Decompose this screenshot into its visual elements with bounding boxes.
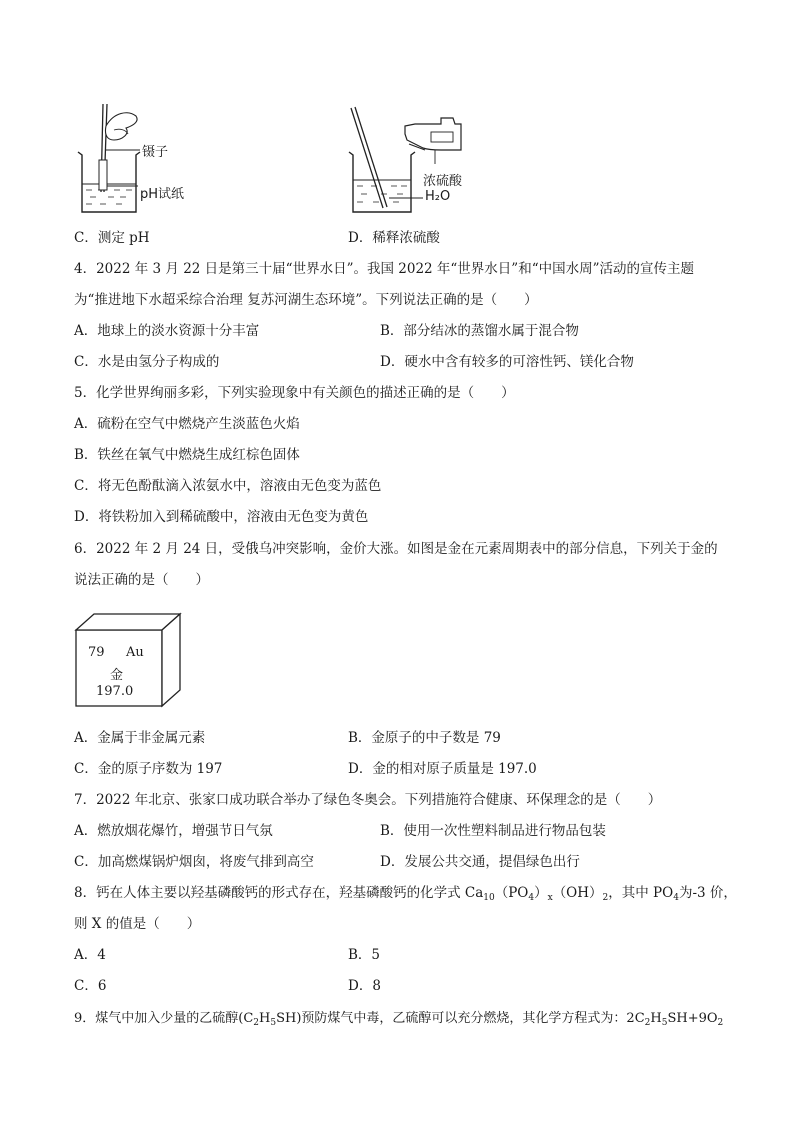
element-atomic-number: 79 — [88, 645, 105, 660]
q4-option-b: B．部分结冰的蒸馏水属于混合物 — [380, 323, 579, 339]
q8-stem-line1: 8．钙在人体主要以羟基磷酸钙的形式存在，羟基磷酸钙的化学式 $Ca_{10}(PO_4)_x(OH)_2$，其中 $PO_4$为-3 价， — [74, 885, 737, 903]
label-tweezers: 镊子 — [142, 145, 169, 160]
q3-option-c: C．测定 pH — [74, 230, 150, 246]
element-name: 金 — [110, 668, 124, 683]
q7-option-c: C．加高燃煤锅炉烟囱，将废气排到高空 — [74, 854, 314, 870]
q7-option-b: B．使用一次性塑料制品进行物品包装 — [380, 823, 606, 839]
figure-dilute-sulfuric-acid — [345, 104, 505, 218]
q6-option-c: C．金的原子序数为 197 — [74, 761, 223, 777]
q4-stem-line1: 4．2022 年 3 月 22 日是第三十届“世界水日”。我国 2022 年“世界水日”和“中国水周”活动的宣传主题 — [74, 261, 695, 277]
q5-option-c: C．将无色酚酞滴入浓氨水中，溶液由无色变为蓝色 — [74, 478, 382, 494]
q5-option-a: A．硫粉在空气中燃烧产生淡蓝色火焰 — [74, 416, 300, 432]
q8-option-c: C．6 — [74, 978, 107, 994]
q4-option-d: D．硬水中含有较多的可溶性钙、镁化合物 — [380, 354, 634, 370]
q5-option-b: B．铁丝在氧气中燃烧生成红棕色固体 — [74, 447, 300, 463]
q5-option-d: D．将铁粉加入到稀硫酸中，溶液由无色变为黄色 — [74, 509, 369, 525]
element-symbol: Au — [126, 645, 144, 660]
q6-option-b: B．金原子的中子数是 79 — [348, 730, 501, 746]
q7-option-d: D．发展公共交通，提倡绿色出行 — [380, 854, 580, 870]
label-water: H₂O — [425, 189, 451, 204]
figure-measure-ph — [70, 100, 210, 218]
q8-option-d: D．8 — [348, 978, 381, 994]
q8-option-a: A．4 — [74, 947, 106, 963]
element-cell-gold — [74, 612, 184, 708]
q6-stem-line1: 6．2022 年 2 月 24 日，受俄乌冲突影响，金价大涨。如图是金在元素周期表中的部分信息，下列关于金的 — [74, 541, 718, 557]
label-conc-sulfuric-acid: 浓硫酸 — [423, 174, 463, 189]
q6-option-d: D．金的相对原子质量是 197.0 — [348, 761, 537, 777]
q9-stem: 9．煤气中加入少量的乙硫醇$(C_2H_5SH)$预防煤气中毒，乙硫醇可以充分燃烧，其化学方程式为：$2C_2H_5SH+9O_2$ — [74, 1011, 724, 1028]
q8-option-b: B．5 — [348, 947, 381, 963]
q4-option-c: C．水是由氢分子构成的 — [74, 354, 220, 370]
q6-option-a: A．金属于非金属元素 — [74, 730, 206, 746]
q7-stem: 7．2022 年北京、张家口成功联合举办了绿色冬奥会。下列措施符合健康、环保理念的是（ ） — [74, 792, 662, 808]
q6-stem-line2: 说法正确的是（ ） — [74, 572, 209, 588]
q3-option-d: D．稀释浓硫酸 — [348, 230, 440, 246]
q5-stem: 5．化学世界绚丽多彩，下列实验现象中有关颜色的描述正确的是（ ） — [74, 385, 515, 401]
label-ph-paper: pH试纸 — [140, 187, 185, 202]
q4-option-a: A．地球上的淡水资源十分丰富 — [74, 323, 260, 339]
element-atomic-mass: 197.0 — [96, 684, 134, 699]
q7-option-a: A．燃放烟花爆竹，增强节日气氛 — [74, 823, 273, 839]
q4-stem-line2: 为“推进地下水超采综合治理 复苏河湖生态环境”。下列说法正确的是（ ） — [74, 292, 538, 308]
q8-stem-line2: 则 X 的值是（ ） — [74, 916, 201, 932]
